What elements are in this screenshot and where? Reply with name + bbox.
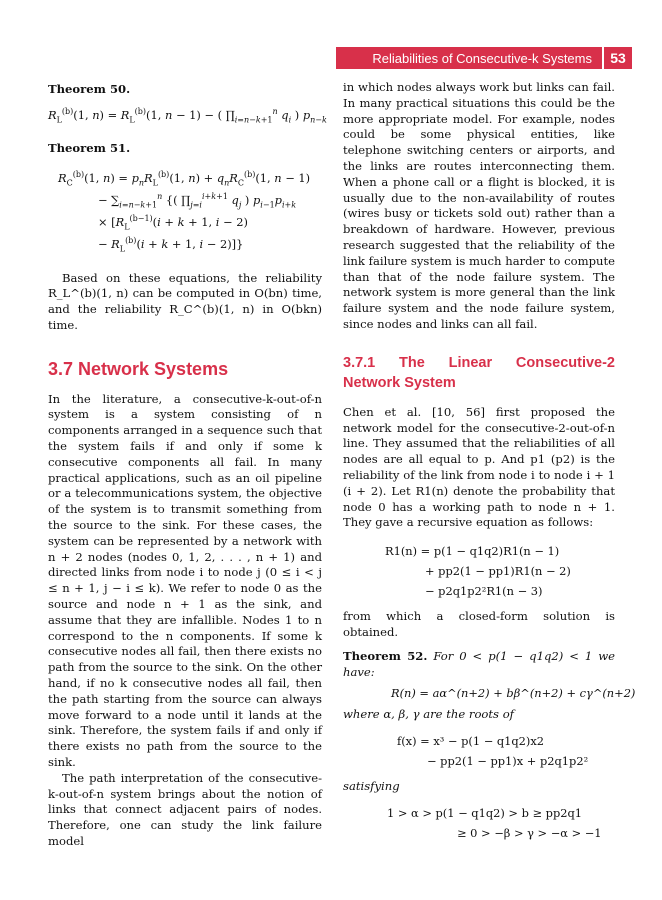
right-paragraph-1: Chen et al. [10, 56] first proposed the network model for the consecutive-2-out-of-n line. They assumed that the reliabilities of all nodes are all equal to p. And p1 (p2) is the reliability of the link from node i to node i + 1 (i + 2). Let R1(n) denote the probability that node 0 has a working path to node n + 1. They gave a recursive equation as follows:	[343, 404, 615, 530]
section-paragraph-2: The path interpretation of the consecutive-k-out-of-n system brings about the notion of links that connect adjacent pairs of nodes. Therefore, one can study the link failure model	[48, 770, 322, 848]
right-paragraph-0: in which nodes always work but links can fail. In many practical situations this could be the more appropriate model. For example, nodes could be some physical entities, like telephone switching centers or airports, and the links are routes interconnecting them. When a phone call or a flight is blocked, it is usually due to the non-availability of routes (wires busy or tickets sold out) rather than a breakdown of hardware. However, previous research suggested that the reliability of the link failure system is much harder to compute than that of the node failure system. The network system is more general than the link failure system and the node failure system, since nodes and links can all fail.	[343, 80, 615, 331]
subsection-title: 3.7.1 The Linear Consecutive-2 Network System	[343, 354, 615, 391]
eq-line-1: R1(n) = p(1 − q1q2)R1(n − 1)	[385, 544, 560, 559]
running-title: Reliabilities of Consecutive-k Systems	[372, 50, 592, 66]
eq-line-3: − p2q1p2²R1(n − 3)	[425, 584, 543, 599]
theorem-50-equation: $R_L^{(b)}(1$, $n) = R_L^{(b)}(1$, n − 1) − ( $\prod_{i=n-k+1}^n$ $q_i$ ) $p_{n-k}$	[48, 107, 327, 125]
cubic-line-1: f(x) = x³ − p(1 − q1q2)x2	[397, 734, 545, 749]
theorem-52-text: For 0 < p(1 − q1q2) < 1 we have:	[343, 648, 615, 679]
section-title: 3.7 Network Systems	[48, 358, 229, 379]
theorem-51-label: Theorem 51.	[48, 140, 131, 155]
ineq-line-1: 1 > α > p(1 − q1q2) > b ≥ pp2q1	[387, 805, 583, 820]
after-equation-text: from which a closed-form solution is obtained.	[343, 609, 615, 639]
inequality-chain	[387, 803, 615, 843]
right-column	[343, 80, 636, 843]
cubic-equation	[397, 731, 615, 771]
theorem-50-label: Theorem 50.	[48, 82, 131, 96]
based-paragraph: Based on these equations, the reliability R_L^(b)(1, n) can be computed in O(bn) time, and the reliability R_C^(b)(1, n) in O(bkn) time.	[48, 270, 322, 332]
satisfying-text: satisfying	[343, 779, 400, 794]
theorem-52-label: Theorem 52.	[343, 648, 428, 663]
theorem-51-equation: $R_C^{(b)}(1$, $n) = p_nR_L^{(b)}(1$, $n) + q_nR_C^{(b)}(1$, n − 1) − $\sum_{i=n-k+1}^n$ {( $\prod_{j=i}^{i+k+1}$ $q_j$ ) $p_{i-1}p_{i+k}$ × [$R_L^{(b-1)}(i + k + 1$, i − 2) − $R_L^{(b)}(i + k + 1$, i − 2)]}	[58, 169, 311, 253]
theorem-52	[343, 649, 615, 681]
where-text: where α, β, γ are the roots of	[343, 707, 514, 722]
eq-line-2: + pp2(1 − pp1)R1(n − 2)	[425, 564, 571, 579]
cubic-line-2: − pp2(1 − pp1)x + p2q1p2²	[427, 754, 589, 769]
running-header	[336, 47, 602, 69]
ineq-line-2: ≥ 0 > −β > γ > −α > −1	[457, 825, 602, 840]
left-column	[48, 82, 327, 850]
section-paragraph-1: In the literature, a consecutive-k-out-of-n system is a system consisting of n components arranged in a sequence such that the system fails if and only if some k consecutive components all fail. In many practical applications, such as an oil pipeline or a telecommunications system, the objective of the system is to transmit something from the source to the sink. For these cases, the system can be represented by a network with n + 2 nodes (nodes 0, 1, 2, . . . , n + 1) and directed links from node i to node j (0 ≤ i < j ≤ n + 1, j − i ≤ k). We refer to node 0 as the source and node n + 1 as the sink, and assume that they are infallible. Nodes 1 to n correspond to the n components. If some k consecutive nodes all fail, then there exists no path from the source to the sink. On the other hand, if no k consecutive nodes all fail, then the path starting from the source can always move forward to a node until it lands at the sink. Therefore, the system fails if and only if there exists no path from the source to the sink.	[48, 391, 322, 769]
recursive-equation	[385, 541, 615, 601]
theorem-52-equation: R(n) = aα^(n+2) + bβ^(n+2) + cγ^(n+2)	[391, 686, 636, 701]
page-number: 53	[604, 47, 632, 69]
